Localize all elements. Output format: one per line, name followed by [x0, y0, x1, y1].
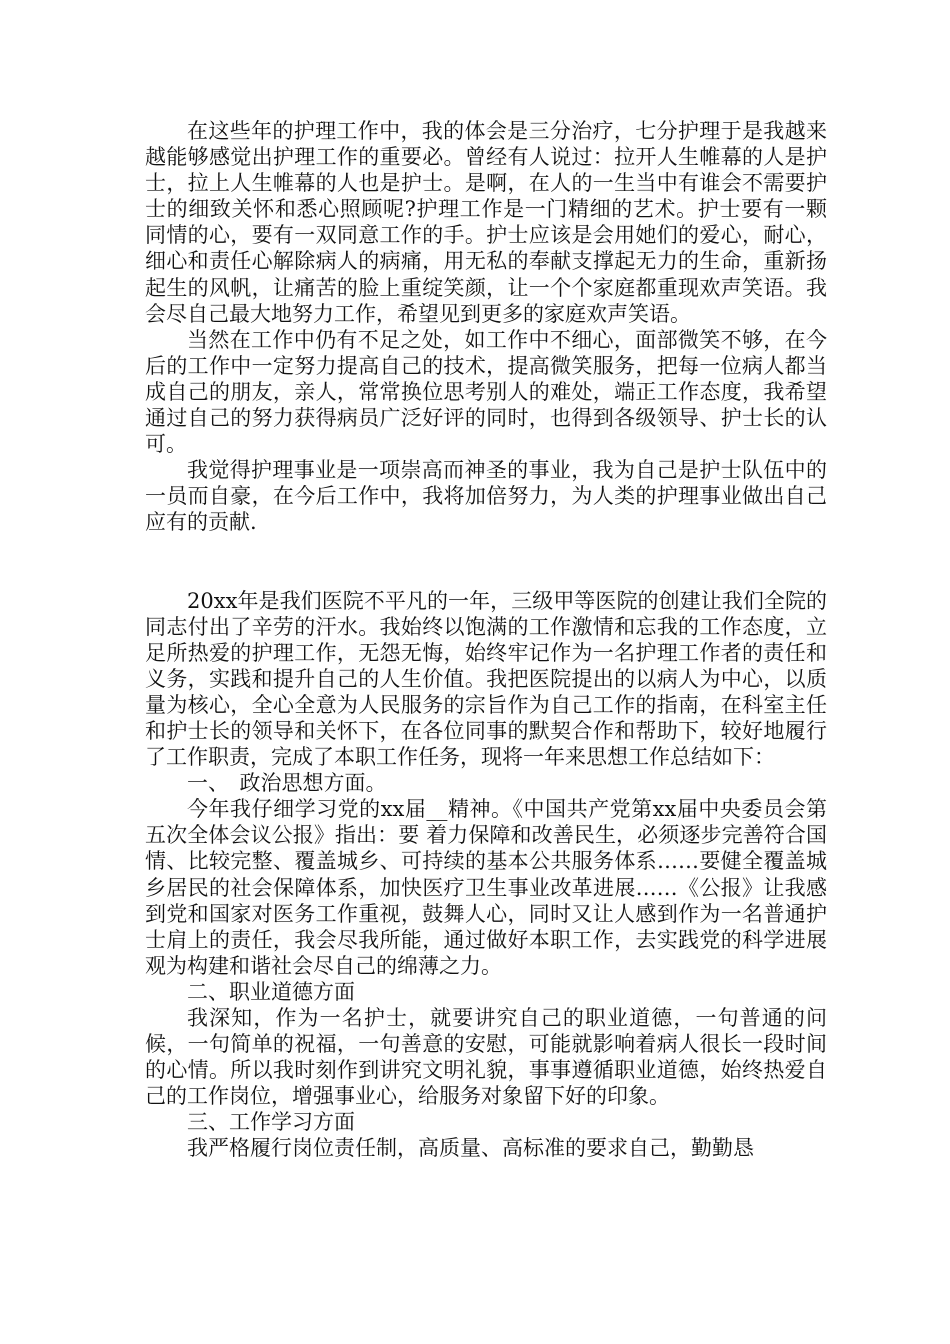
heading-work-study: 三、工作学习方面: [187, 1110, 355, 1135]
paragraph-professional-ethics: 我深知，作为一名护士，就要讲究自己的职业道德，一句普通的问候，一句简单的祝福，一句善意的安慰，可能就影响着病人很长一段时间的心情。所以我时刻作到讲究文明礼貌，事事遵循职业道德，始终热爱自己的工作岗位，增强事业心，给服务对象留下好的印象。: [145, 1006, 827, 1109]
paragraph-year-summary-intro: 20xx年是我们医院不平凡的一年，三级甲等医院的创建让我们全院的同志付出了辛劳的汗水。我始终以饱满的工作激情和忘我的工作态度，立足所热爱的护理工作，无怨无悔，始终牢记作为一名护理工作者的责任和义务，实践和提升自己的人生价值。我把医院提出的以病人为中心，以质量为核心，全心全意为人民服务的宗旨作为自己工作的指南，在科室主任和护士长的领导和关怀下，在各位同事的默契合作和帮助下，较好地履行了工作职责，完成了本职工作任务，现将一年来思想工作总结如下：: [145, 588, 827, 770]
paragraph-political-thought: 今年我仔细学习党的xx届__精神。《中国共产党第xx届中央委员会第五次全体会议公报》指出：要 着力保障和改善民生，必须逐步完善符合国情、比较完整、覆盖城乡、可持续的基本公共服务体系……要健全覆盖城乡居民的社会保障体系，加快医疗卫生事业改革进展……《公报》让我感到党和国家对医务工作重视，鼓舞人心，同时又让人感到作为一名普通护士肩上的责任，我会尽我所能，通过做好本职工作，去实践党的科学进展观为构建和谐社会尽自己的绵薄之力。: [145, 797, 827, 978]
document-page: [145, 118, 827, 1162]
heading-political-thought: 一、 政治思想方面。: [187, 771, 387, 796]
heading-professional-ethics: 二、职业道德方面: [187, 979, 355, 1004]
paragraph-nursing-experience: 在这些年的护理工作中，我的体会是三分治疗，七分护理于是我越来越能够感觉出护理工作的重要必。曾经有人说过：拉开人生帷幕的人是护士，拉上人生帷幕的人也是护士。是啊，在人的一生当中有谁会不需要护士的细致关怀和悉心照顾呢?护理工作是一门精细的艺术。护士要有一颗同情的心，要有一双同意工作的手。护士应该是会用她们的爱心，耐心，细心和责任心解除病人的病痛，用无私的奉献支撑起无力的生命，重新扬起生的风帆，让痛苦的脸上重绽笑颜，让一个个家庭都重现欢声笑语。我会尽自己最大地努力工作，希望见到更多的家庭欢声笑语。: [145, 119, 827, 326]
section-spacer: [145, 536, 827, 588]
paragraph-work-study: 我严格履行岗位责任制，高质量、高标准的要求自己，勤勤恳: [187, 1136, 754, 1161]
paragraph-career-pride: 我觉得护理事业是一项崇高而神圣的事业，我为自己是护士队伍中的一员而自豪，在今后工作中，我将加倍努力，为人类的护理事业做出自己应有的贡献.: [145, 458, 827, 535]
paragraph-shortcomings: 当然在工作中仍有不足之处，如工作中不细心，面部微笑不够，在今后的工作中一定努力提高自己的技术，提高微笑服务，把每一位病人都当成自己的朋友，亲人，常常换位思考别人的难处，端正工作态度，我希望通过自己的努力获得病员广泛好评的同时，也得到各级领导、护士长的认可。: [145, 327, 827, 457]
